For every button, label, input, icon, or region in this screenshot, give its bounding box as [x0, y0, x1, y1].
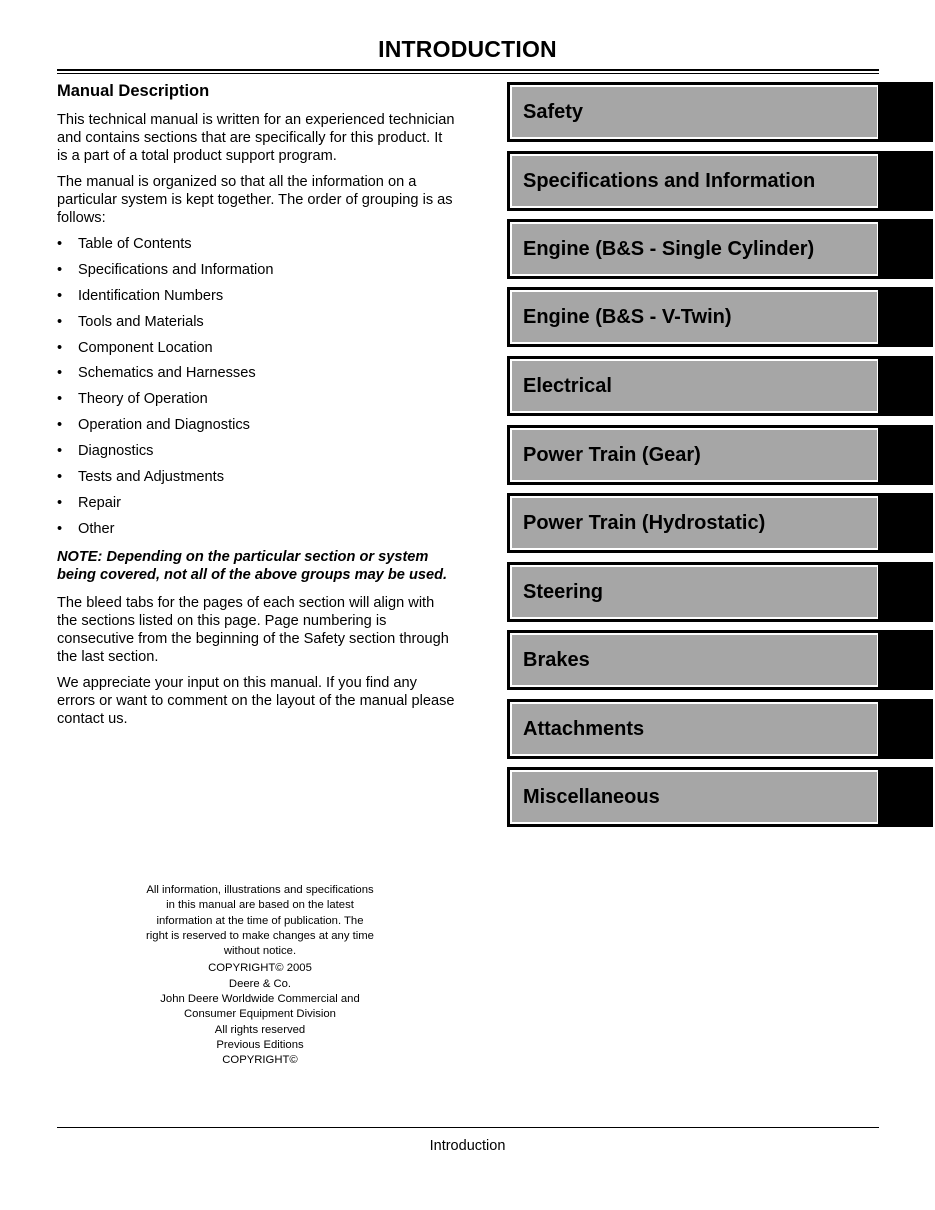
list-item [57, 235, 455, 261]
page-footer: Introduction [429, 1138, 506, 1154]
list-item-label: Operation and Diagnostics [78, 417, 250, 434]
list-item-label: Table of Contents [78, 236, 192, 252]
previous-editions: Previous Editions [216, 1038, 304, 1051]
division-name: John Deere Worldwide Commercial and Consumer Equipment Division [160, 993, 360, 1021]
list-item [57, 261, 455, 287]
section-tab-engine-vtwin[interactable] [507, 287, 933, 347]
list-item-label: Theory of Operation [78, 391, 208, 408]
section-tab-label: Brakes [523, 648, 590, 671]
section-tab-label: Safety [523, 100, 584, 123]
section-tab-specifications[interactable] [507, 151, 933, 211]
bullet: • [57, 313, 63, 330]
note: NOTE: Depending on the particular section or system being covered, not all of the above groups may be used. [57, 548, 448, 583]
intro-paragraph: This technical manual is written for an experienced technician and contains sections that are specifically for this product. It is a part of a total product support program. [57, 112, 455, 164]
bleed-tab [878, 151, 933, 211]
bleed-tab [878, 219, 933, 279]
list-item-label: Repair [78, 494, 121, 511]
bleed-tab [878, 630, 933, 690]
list-item-label: Specifications and Information [78, 261, 274, 278]
page-title: INTRODUCTION [378, 36, 557, 62]
section-tab-label: Power Train (Gear) [523, 443, 701, 466]
section-tab-steering[interactable] [507, 562, 933, 622]
bleed-tabs-paragraph: The bleed tabs for the pages of each section will align with the sections listed on this page. Page numbering is consecutive from the beginning of the Safety section through the last section. [57, 594, 449, 665]
footer-rule [57, 1127, 879, 1128]
list-item-label: Diagnostics [78, 443, 154, 460]
bullet: • [57, 417, 63, 434]
bleed-tab [878, 82, 933, 142]
section-tab-electrical[interactable] [507, 356, 933, 416]
section-tab-power-train-gear[interactable] [507, 425, 933, 485]
bleed-tab [878, 493, 933, 553]
rights-line: All rights reserved [214, 1023, 306, 1036]
list-item [57, 364, 455, 390]
manual-description [57, 82, 455, 736]
bullet: • [57, 365, 63, 382]
section-tab-attachments[interactable] [507, 699, 933, 759]
header-rule [57, 69, 879, 71]
list-item [57, 390, 455, 416]
header-rule-thin [57, 73, 879, 74]
section-tab-engine-single[interactable] [507, 219, 933, 279]
section-tab-label: Miscellaneous [523, 785, 660, 808]
list-item-label: Other [78, 520, 115, 537]
list-item-label: Component Location [78, 339, 213, 356]
list-item [57, 339, 455, 365]
section-heading: Manual Description [57, 82, 210, 100]
company-name: Deere & Co. [228, 977, 292, 990]
list-item [57, 442, 455, 468]
list-item [57, 494, 455, 520]
section-tab-safety[interactable] [507, 82, 933, 142]
contact-paragraph: We appreciate your input on this manual. If you find any errors or want to comment on the layout of the manual please contact us. [57, 674, 455, 727]
bullet: • [57, 469, 63, 486]
list-item [57, 313, 455, 339]
section-tab-brakes[interactable] [507, 630, 933, 690]
section-tab-label: Engine (B&S - V-Twin) [523, 305, 732, 328]
section-tab-miscellaneous[interactable] [507, 767, 933, 827]
list-item [57, 416, 455, 442]
copyright-line: COPYRIGHT© 2005 [208, 962, 312, 975]
list-item [57, 287, 455, 313]
bleed-tab [878, 699, 933, 759]
section-tab-label: Specifications and Information [523, 169, 816, 192]
bullet: • [57, 391, 63, 408]
bullet: • [57, 520, 63, 537]
bleed-tab [878, 767, 933, 827]
bullet: • [57, 261, 63, 278]
list-item-label: Tools and Materials [78, 313, 204, 330]
bleed-tab [878, 287, 933, 347]
list-item [57, 468, 455, 494]
bleed-tab [878, 356, 933, 416]
list-item-label: Identification Numbers [78, 287, 224, 304]
bleed-tab [878, 562, 933, 622]
legal-statement: All information, illustrations and specifications in this manual are based on the latest information at the time of publication. The right is reserved to make changes at any time without notice. [146, 884, 374, 958]
bleed-tab [878, 425, 933, 485]
list-item-label: Schematics and Harnesses [78, 365, 256, 382]
bullet: • [57, 494, 63, 511]
previous-copyright: COPYRIGHT© [222, 1054, 298, 1067]
legal-notice [145, 883, 375, 1069]
bullet: • [57, 443, 63, 460]
bullet: • [57, 287, 63, 304]
section-tab-label: Electrical [523, 374, 612, 397]
list-item-label: Tests and Adjustments [78, 469, 225, 486]
section-tab-label: Attachments [523, 717, 645, 740]
organization-paragraph: The manual is organized so that all the information on a particular system is kept together. The order of grouping is as follows: [57, 174, 453, 226]
section-tab-label: Steering [523, 580, 604, 603]
group-list [57, 235, 455, 546]
bullet: • [57, 236, 63, 252]
section-tab-label: Engine (B&S - Single Cylinder) [523, 237, 815, 260]
section-tab-label: Power Train (Hydrostatic) [523, 511, 766, 534]
section-tab-power-train-hydrostatic[interactable] [507, 493, 933, 553]
list-item [57, 520, 455, 546]
bullet: • [57, 339, 63, 356]
